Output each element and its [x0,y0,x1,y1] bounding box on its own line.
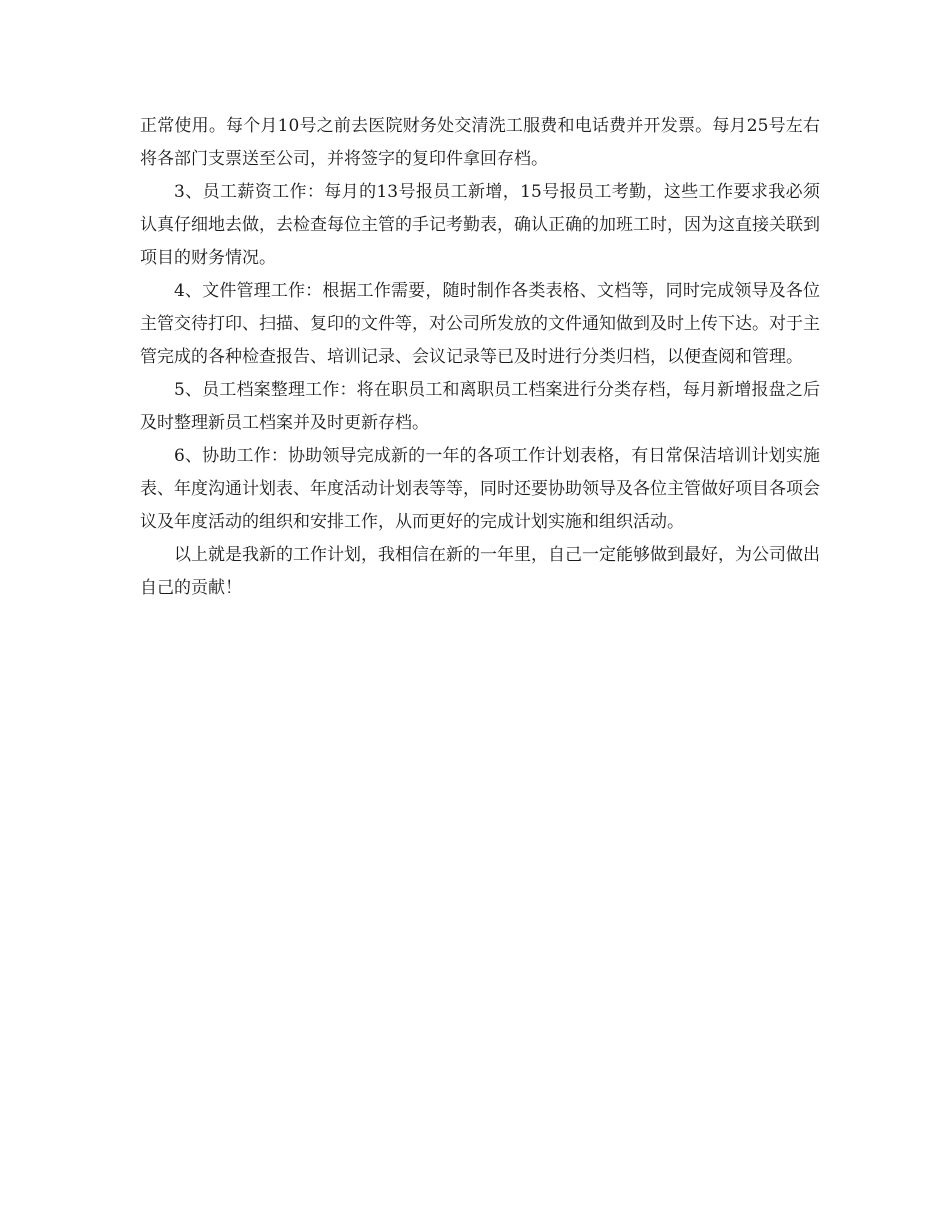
paragraph-employee-records: 5、员工档案整理工作：将在职员工和离职员工档案进行分类存档，每月新增报盘之后及时整理新员工档案并及时更新存档。 [140,380,820,433]
paragraph-continuation: 正常使用。每个月10号之前去医院财务处交清洗工服费和电话费并开发票。每月25号左右将各部门支票送至公司，并将签字的复印件拿回存档。 [140,116,820,169]
paragraph-assistance-work: 6、协助工作：协助领导完成新的一年的各项工作计划表格，有日常保洁培训计划实施表、年度沟通计划表、年度活动计划表等等，同时还要协助领导及各位主管做好项目各项会议及年度活动的组织和安排工作，从而更好的完成计划实施和组织活动。 [140,446,820,532]
paragraph-salary-work: 3、员工薪资工作：每月的13号报员工新增，15号报员工考勤，这些工作要求我必须认真仔细地去做，去检查每位主管的手记考勤表，确认正确的加班工时，因为这直接关联到项目的财务情况。 [140,182,820,268]
paragraph-conclusion: 以上就是我新的工作计划，我相信在新的一年里，自己一定能够做到最好，为公司做出自己的贡献！ [140,545,820,598]
paragraph-file-management: 4、文件管理工作：根据工作需要，随时制作各类表格、文档等，同时完成领导及各位主管交待打印、扫描、复印的文件等，对公司所发放的文件通知做到及时上传下达。对于主管完成的各种检查报告、培训记录、会议记录等已及时进行分类归档，以便查阅和管理。 [140,281,820,367]
document-body [140,110,820,605]
